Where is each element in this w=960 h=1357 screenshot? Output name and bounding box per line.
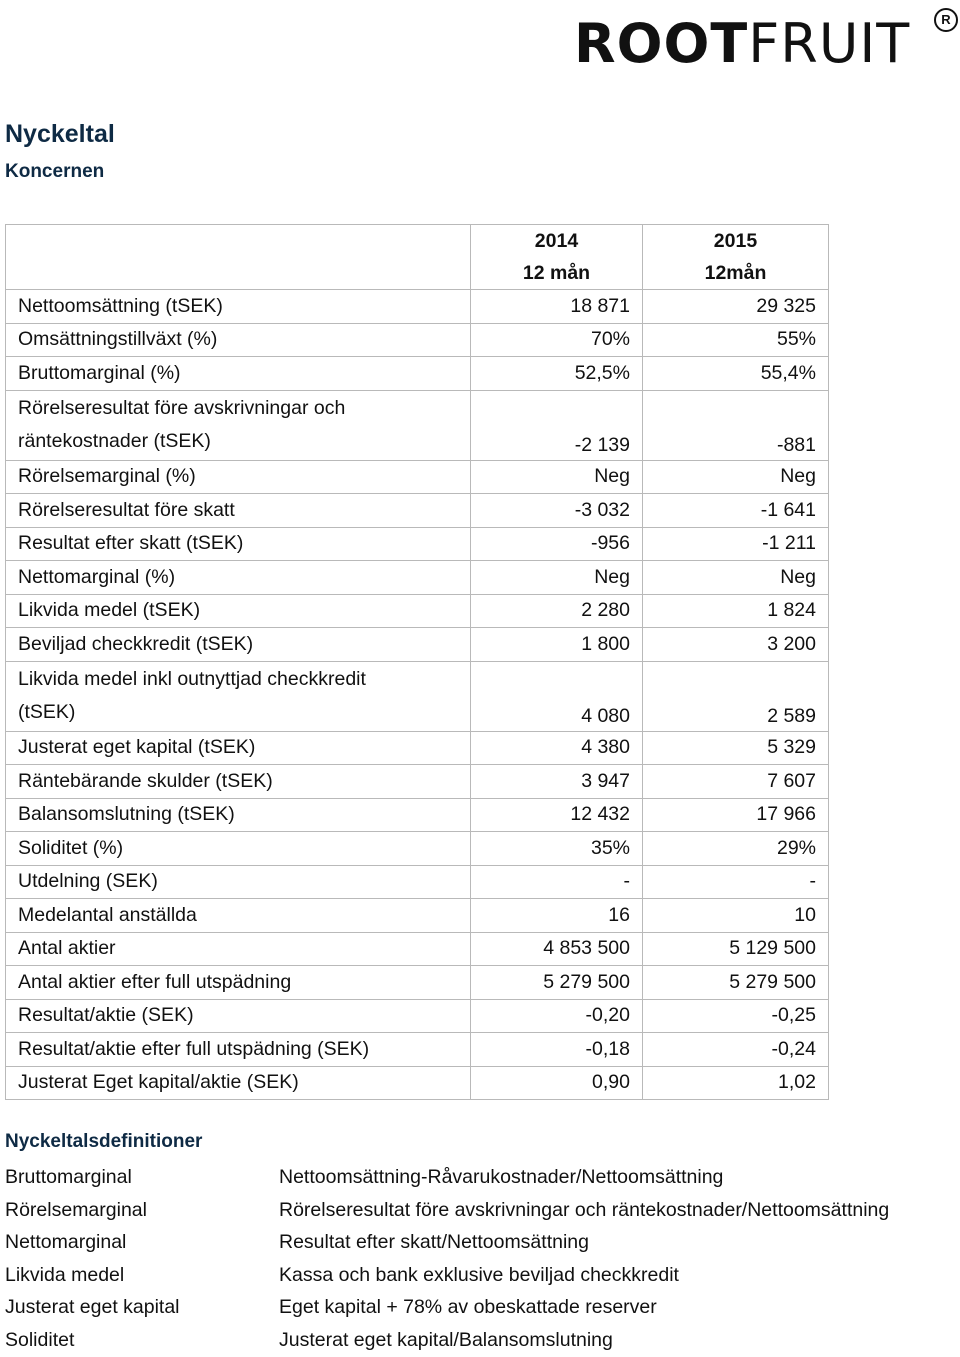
value-2014: 5 279 500 xyxy=(471,966,643,1000)
definition-row xyxy=(5,1260,889,1293)
table-row xyxy=(6,865,829,899)
definition-row xyxy=(5,1227,889,1260)
table-row xyxy=(6,832,829,866)
definition-text: Resultat efter skatt/Nettoomsättning xyxy=(279,1227,589,1260)
value-2015: -1 211 xyxy=(643,527,829,561)
key-figures-table xyxy=(5,224,829,1100)
value-2015: 2 589 xyxy=(643,661,829,731)
definition-term: Nettomarginal xyxy=(5,1227,279,1260)
page-subtitle: Koncernen xyxy=(5,161,104,183)
value-2014: 1 800 xyxy=(471,628,643,662)
value-2014: Neg xyxy=(471,460,643,494)
row-label: Justerat eget kapital (tSEK) xyxy=(6,731,471,765)
value-2014: -3 032 xyxy=(471,494,643,528)
value-2014: 18 871 xyxy=(471,290,643,324)
row-label: Nettoomsättning (tSEK) xyxy=(6,290,471,324)
value-2015: Neg xyxy=(643,561,829,595)
row-label: Omsättningstillväxt (%) xyxy=(6,323,471,357)
value-2014: -956 xyxy=(471,527,643,561)
row-label: Justerat Eget kapital/aktie (SEK) xyxy=(6,1066,471,1100)
row-label: Balansomslutning (tSEK) xyxy=(6,798,471,832)
value-2014: 4 853 500 xyxy=(471,932,643,966)
definition-row xyxy=(5,1325,889,1357)
value-2014: Neg xyxy=(471,561,643,595)
definition-row xyxy=(5,1195,889,1228)
table-row xyxy=(6,460,829,494)
row-label: Rörelseresultat före avskrivningar och räntekostnader (tSEK) xyxy=(6,390,471,460)
value-2014: -0,18 xyxy=(471,1033,643,1067)
value-2015: 5 279 500 xyxy=(643,966,829,1000)
table-row xyxy=(6,798,829,832)
row-label: Medelantal anställda xyxy=(6,899,471,933)
row-label: Resultat/aktie (SEK) xyxy=(6,999,471,1033)
table-header-row xyxy=(6,225,829,290)
table-row xyxy=(6,628,829,662)
row-label: Soliditet (%) xyxy=(6,832,471,866)
value-2015: 3 200 xyxy=(643,628,829,662)
definition-text: Justerat eget kapital/Balansomslutning xyxy=(279,1325,613,1357)
row-label: Resultat efter skatt (tSEK) xyxy=(6,527,471,561)
definition-text: Eget kapital + 78% av obeskattade reserver xyxy=(279,1292,657,1325)
row-label: Likvida medel (tSEK) xyxy=(6,594,471,628)
table-row xyxy=(6,494,829,528)
definition-term: Bruttomarginal xyxy=(5,1162,279,1195)
table-row xyxy=(6,1033,829,1067)
row-label: Bruttomarginal (%) xyxy=(6,357,471,391)
value-2015: - xyxy=(643,865,829,899)
value-2015: 1,02 xyxy=(643,1066,829,1100)
value-2014: 16 xyxy=(471,899,643,933)
table-row xyxy=(6,561,829,595)
value-2014: 4 080 xyxy=(471,661,643,731)
value-2014: - xyxy=(471,865,643,899)
table-row xyxy=(6,390,829,460)
header-2015: 2015 12mån xyxy=(643,225,829,290)
row-label: Likvida medel inkl outnyttjad checkkredit (tSEK) xyxy=(6,661,471,731)
value-2014: 3 947 xyxy=(471,765,643,799)
row-label: Utdelning (SEK) xyxy=(6,865,471,899)
row-label: Antal aktier efter full utspädning xyxy=(6,966,471,1000)
value-2015: 10 xyxy=(643,899,829,933)
table-row xyxy=(6,966,829,1000)
value-2014: 0,90 xyxy=(471,1066,643,1100)
definition-term: Soliditet xyxy=(5,1325,279,1357)
value-2015: -1 641 xyxy=(643,494,829,528)
value-2015: -881 xyxy=(643,390,829,460)
value-2015: 55,4% xyxy=(643,357,829,391)
value-2014: 52,5% xyxy=(471,357,643,391)
table-row xyxy=(6,527,829,561)
company-logo xyxy=(574,8,960,80)
table-row xyxy=(6,765,829,799)
registered-mark-icon: R xyxy=(934,8,958,32)
table-row xyxy=(6,999,829,1033)
page-title: Nyckeltal xyxy=(5,120,115,149)
definition-text: Nettoomsättning-Råvarukostnader/Nettoomsättning xyxy=(279,1162,723,1195)
value-2015: 17 966 xyxy=(643,798,829,832)
definition-term: Likvida medel xyxy=(5,1260,279,1293)
value-2015: 29 325 xyxy=(643,290,829,324)
table-row xyxy=(6,290,829,324)
logo-wordmark: ROOTFRUIT xyxy=(574,14,910,74)
value-2015: Neg xyxy=(643,460,829,494)
row-label: Beviljad checkkredit (tSEK) xyxy=(6,628,471,662)
table-row xyxy=(6,323,829,357)
value-2014: 35% xyxy=(471,832,643,866)
definitions-list xyxy=(5,1162,889,1357)
value-2015: 5 129 500 xyxy=(643,932,829,966)
value-2014: 70% xyxy=(471,323,643,357)
definition-text: Rörelseresultat före avskrivningar och räntekostnader/Nettoomsättning xyxy=(279,1195,889,1228)
row-label: Rörelsemarginal (%) xyxy=(6,460,471,494)
definition-text: Kassa och bank exklusive beviljad checkkredit xyxy=(279,1260,679,1293)
definitions-title: Nyckeltalsdefinitioner xyxy=(5,1131,202,1153)
value-2014: 12 432 xyxy=(471,798,643,832)
table-row xyxy=(6,932,829,966)
header-label-cell xyxy=(6,225,471,290)
value-2015: 29% xyxy=(643,832,829,866)
value-2015: -0,24 xyxy=(643,1033,829,1067)
value-2014: -0,20 xyxy=(471,999,643,1033)
table-row xyxy=(6,594,829,628)
definition-row xyxy=(5,1292,889,1325)
value-2014: 4 380 xyxy=(471,731,643,765)
value-2015: 7 607 xyxy=(643,765,829,799)
value-2014: 2 280 xyxy=(471,594,643,628)
value-2014: -2 139 xyxy=(471,390,643,460)
definition-term: Justerat eget kapital xyxy=(5,1292,279,1325)
value-2015: -0,25 xyxy=(643,999,829,1033)
row-label: Resultat/aktie efter full utspädning (SEK) xyxy=(6,1033,471,1067)
row-label: Antal aktier xyxy=(6,932,471,966)
table-row xyxy=(6,899,829,933)
value-2015: 1 824 xyxy=(643,594,829,628)
row-label: Nettomarginal (%) xyxy=(6,561,471,595)
table-row xyxy=(6,731,829,765)
value-2015: 55% xyxy=(643,323,829,357)
definition-row xyxy=(5,1162,889,1195)
row-label: Rörelseresultat före skatt xyxy=(6,494,471,528)
table-row xyxy=(6,1066,829,1100)
definition-term: Rörelsemarginal xyxy=(5,1195,279,1228)
value-2015: 5 329 xyxy=(643,731,829,765)
table-row xyxy=(6,357,829,391)
table-row xyxy=(6,661,829,731)
header-2014: 2014 12 mån xyxy=(471,225,643,290)
row-label: Räntebärande skulder (tSEK) xyxy=(6,765,471,799)
